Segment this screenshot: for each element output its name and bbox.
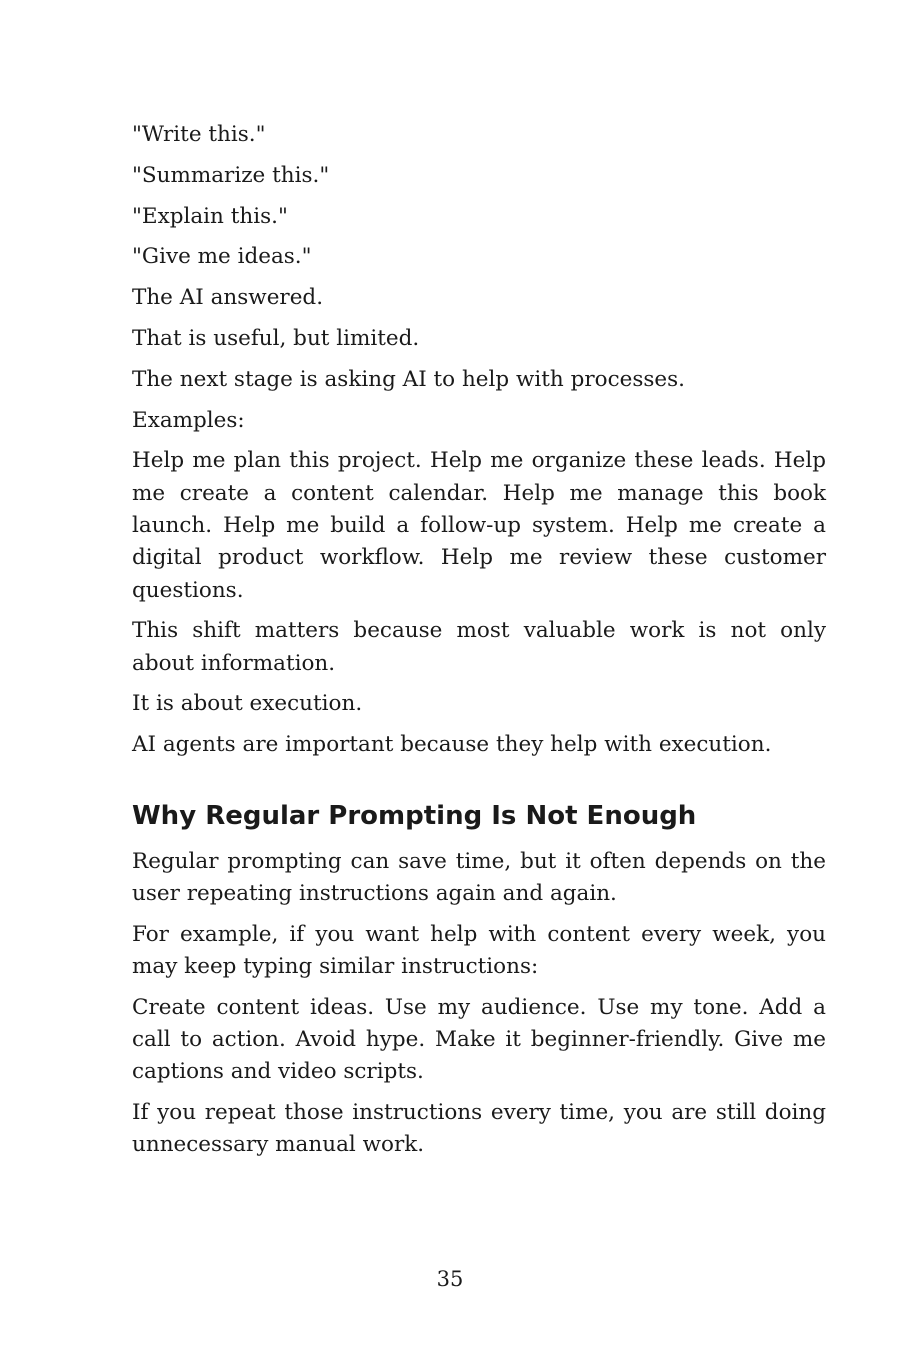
paragraph-content-example: For example, if you want help with content every week, you may keep typing similar instructions: [132, 921, 826, 979]
page-body [132, 119, 826, 1170]
paragraph-shift-matters: This shift matters because most valuable work is not only about information. [132, 618, 826, 676]
paragraph-explain-this: "Explain this." [132, 203, 288, 229]
paragraph-useful-but-limited: That is useful, but limited. [132, 325, 420, 351]
paragraph-regular-prompting: Regular prompting can save time, but it often depends on the user repeating instructions again and again. [132, 848, 826, 906]
paragraph-about-execution: It is about execution. [132, 691, 363, 717]
paragraph-agents-important: AI agents are important because they help with execution. [132, 732, 772, 758]
paragraph-ai-answered: The AI answered. [132, 285, 324, 311]
paragraph-examples-list: Help me plan this project. Help me organize these leads. Help me create a content calendar. Help me manage this book launch. Help me build a follow-up system. Help me create a digital product workflow. Help me review these customer questions. [132, 448, 826, 603]
paragraph-give-me-ideas: "Give me ideas." [132, 244, 312, 270]
paragraph-manual-work: If you repeat those instructions every time, you are still doing unnecessary manual work. [132, 1100, 826, 1158]
section-heading: Why Regular Prompting Is Not Enough [132, 800, 697, 831]
paragraph-examples-label: Examples: [132, 407, 245, 433]
paragraph-summarize-this: "Summarize this." [132, 162, 330, 188]
paragraph-write-this: "Write this." [132, 122, 266, 147]
paragraph-next-stage: The next stage is asking AI to help with processes. [132, 366, 685, 392]
paragraph-instructions-list: Create content ideas. Use my audience. Use my tone. Add a call to action. Avoid hype. Make it beginner-friendly. Give me captions and video scripts. [132, 994, 826, 1085]
page-number: 35 [436, 1267, 464, 1291]
